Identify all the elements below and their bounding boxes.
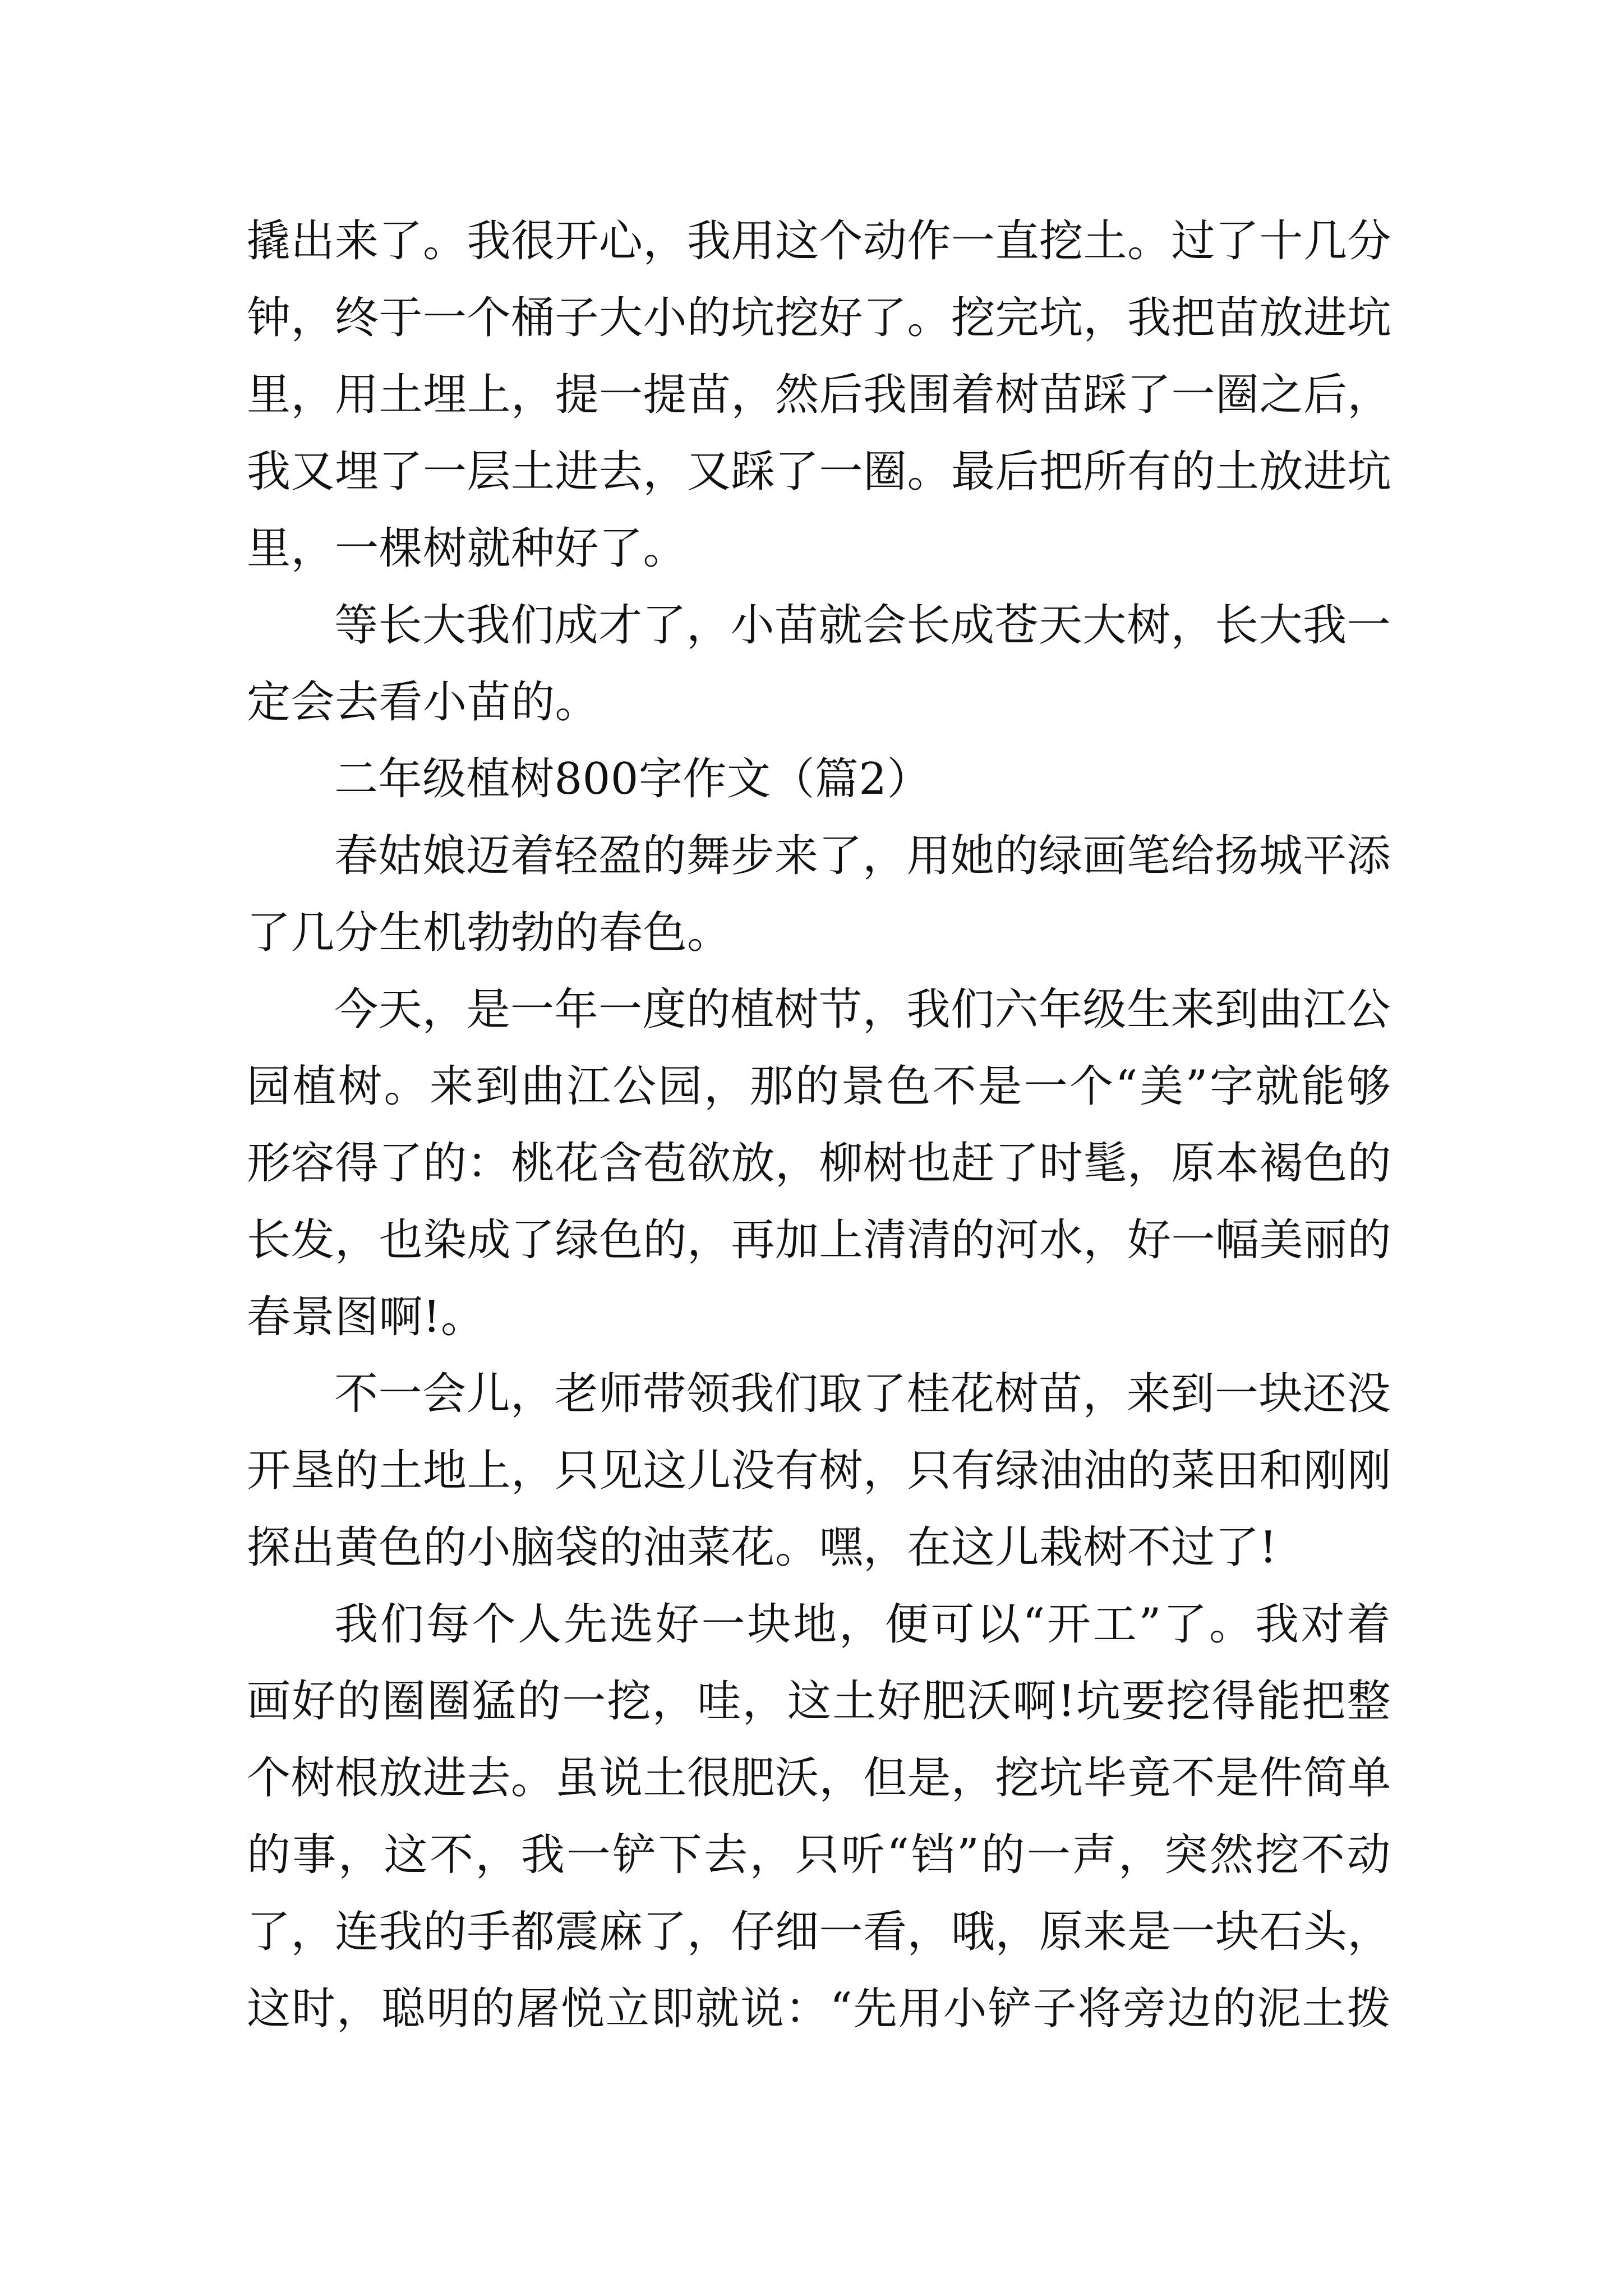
text-line: 长发，也染成了绿色的，再加上清清的河水，好一幅美丽的 [247, 1215, 1392, 1266]
text-line: 了，连我的手都震麻了，仔细一看，哦，原来是一块石头， [247, 1907, 1392, 1957]
text-line: 形容得了的：桃花含苞欲放，柳树也赶了时髦，原本褐色的 [247, 1138, 1392, 1189]
text-line: 了几分生机勃勃的春色。 [247, 908, 731, 958]
text-line: 不一会儿，老师带领我们取了桂花树苗，来到一块还没 [334, 1369, 1391, 1419]
text-line: 撬出来了。我很开心，我用这个动作一直挖土。过了十几分 [247, 216, 1392, 266]
text-line: 等长大我们成才了，小苗就会长成苍天大树，长大我一 [334, 600, 1391, 651]
text-line: 个树根放进去。虽说土很肥沃，但是，挖坑毕竟不是件简单 [247, 1753, 1392, 1803]
text-line: 定会去看小苗的。 [247, 677, 600, 728]
text-line: 钟，终于一个桶子大小的坑挖好了。挖完坑，我把苗放进坑 [247, 293, 1392, 343]
text-line: 园植树。来到曲江公园，那的景色不是一个“美”字就能够 [247, 1061, 1391, 1112]
text-line: 里，用土埋上，提一提苗，然后我围着树苗踩了一圈之后， [247, 370, 1392, 420]
text-line: 今天，是一年一度的植树节，我们六年级生来到曲江公 [334, 984, 1391, 1035]
text-line: 的事，这不，我一铲下去，只听“铛”的一声，突然挖不动 [247, 1830, 1391, 1880]
text-line: 春姑娘迈着轻盈的舞步来了，用她的绿画笔给扬城平添 [334, 831, 1391, 881]
text-line: 春景图啊!。 [247, 1292, 485, 1342]
text-line: 这时，聪明的屠悦立即就说：“先用小铲子将旁边的泥土拨 [247, 1984, 1391, 2034]
text-line: 画好的圈圈猛的一挖，哇，这土好肥沃啊!坑要挖得能把整 [247, 1676, 1391, 1727]
text-line: 探出黄色的小脑袋的油菜花。嘿，在这儿栽树不过了! [247, 1522, 1278, 1573]
text-line: 我们每个人先选好一块地，便可以“开工”了。我对着 [334, 1599, 1391, 1650]
text-line: 我又埋了一层土进去，又踩了一圈。最后把所有的土放进坑 [247, 447, 1392, 497]
text-line: 里，一棵树就种好了。 [247, 523, 688, 574]
section-heading: 二年级植树800字作文（篇2） [334, 754, 932, 804]
text-line: 开垦的土地上，只见这儿没有树，只有绿油油的菜田和刚刚 [247, 1446, 1392, 1496]
document-body [247, 203, 1391, 2047]
